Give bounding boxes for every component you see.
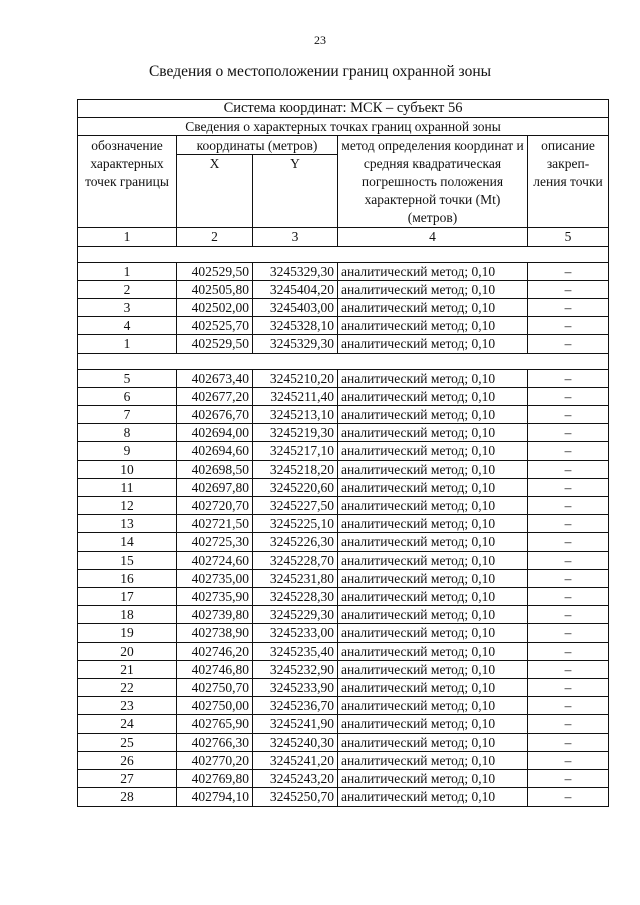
coord-y: 3245225,10 (253, 515, 338, 533)
method: аналитический метод; 0,10 (338, 588, 528, 606)
point-number: 7 (78, 406, 177, 424)
point-number: 20 (78, 642, 177, 660)
table-row (78, 497, 609, 515)
method: аналитический метод; 0,10 (338, 262, 528, 280)
table-row (78, 551, 609, 569)
table-row (78, 533, 609, 551)
header-point-designation: обозначение характерных точек границы (78, 136, 177, 228)
method: аналитический метод; 0,10 (338, 497, 528, 515)
coord-y: 3245328,10 (253, 317, 338, 335)
table-row (78, 624, 609, 642)
coord-x: 402525,70 (177, 317, 253, 335)
fixing-description: – (528, 335, 609, 353)
point-number: 5 (78, 369, 177, 387)
fixing-description: – (528, 751, 609, 769)
coord-y: 3245403,00 (253, 299, 338, 317)
method: аналитический метод; 0,10 (338, 317, 528, 335)
fixing-description: – (528, 606, 609, 624)
coord-x: 402750,70 (177, 679, 253, 697)
table-row (78, 569, 609, 587)
point-number: 27 (78, 770, 177, 788)
coord-x: 402750,00 (177, 697, 253, 715)
point-number: 9 (78, 442, 177, 460)
coord-x: 402739,80 (177, 606, 253, 624)
point-number: 28 (78, 788, 177, 806)
page-title: Сведения о местоположении границ охранной зоны (148, 63, 492, 80)
method: аналитический метод; 0,10 (338, 624, 528, 642)
point-number: 16 (78, 569, 177, 587)
coord-y: 3245226,30 (253, 533, 338, 551)
header-coordinates: координаты (метров) (177, 136, 338, 155)
method: аналитический метод; 0,10 (338, 369, 528, 387)
point-number: 23 (78, 697, 177, 715)
point-number: 26 (78, 751, 177, 769)
fixing-description: – (528, 715, 609, 733)
coordinate-system: Система координат: МСК – субъект 56 (78, 100, 609, 118)
table-row (78, 697, 609, 715)
fixing-description: – (528, 317, 609, 335)
fixing-description: – (528, 515, 609, 533)
table-row (78, 642, 609, 660)
table-row (78, 606, 609, 624)
point-number: 1 (78, 335, 177, 353)
coord-y: 3245218,20 (253, 460, 338, 478)
fixing-description: – (528, 660, 609, 678)
method: аналитический метод; 0,10 (338, 733, 528, 751)
coord-x: 402697,80 (177, 478, 253, 496)
coord-x: 402770,20 (177, 751, 253, 769)
point-number: 10 (78, 460, 177, 478)
method: аналитический метод; 0,10 (338, 551, 528, 569)
coord-x: 402720,70 (177, 497, 253, 515)
point-number: 14 (78, 533, 177, 551)
column-number: 5 (528, 228, 609, 246)
coord-y: 3245233,90 (253, 679, 338, 697)
method: аналитический метод; 0,10 (338, 424, 528, 442)
column-numbers-row (78, 228, 609, 246)
coord-x: 402694,60 (177, 442, 253, 460)
coord-y: 3245404,20 (253, 280, 338, 298)
table-row (78, 660, 609, 678)
point-number: 8 (78, 424, 177, 442)
group-separator-row (78, 246, 609, 262)
coord-y: 3245219,30 (253, 424, 338, 442)
point-number: 18 (78, 606, 177, 624)
point-number: 22 (78, 679, 177, 697)
fixing-description: – (528, 442, 609, 460)
point-number: 25 (78, 733, 177, 751)
column-number: 3 (253, 228, 338, 246)
coord-x: 402673,40 (177, 369, 253, 387)
method: аналитический метод; 0,10 (338, 606, 528, 624)
fixing-description: – (528, 406, 609, 424)
method: аналитический метод; 0,10 (338, 280, 528, 298)
point-number: 17 (78, 588, 177, 606)
fixing-description: – (528, 262, 609, 280)
coord-x: 402698,50 (177, 460, 253, 478)
coord-y: 3245235,40 (253, 642, 338, 660)
method: аналитический метод; 0,10 (338, 715, 528, 733)
coord-y: 3245229,30 (253, 606, 338, 624)
coord-x: 402738,90 (177, 624, 253, 642)
table-row (78, 788, 609, 806)
coord-y: 3245217,10 (253, 442, 338, 460)
fixing-description: – (528, 770, 609, 788)
coord-y: 3245240,30 (253, 733, 338, 751)
coord-y: 3245213,10 (253, 406, 338, 424)
coord-x: 402769,80 (177, 770, 253, 788)
fixing-description: – (528, 280, 609, 298)
coord-x: 402794,10 (177, 788, 253, 806)
coord-y: 3245228,30 (253, 588, 338, 606)
coord-x: 402529,50 (177, 262, 253, 280)
coord-x: 402724,60 (177, 551, 253, 569)
coord-x: 402676,70 (177, 406, 253, 424)
header-method: метод определения координат и средняя квадратическая погрешность положения характерной точки (Mt) (метров) (338, 136, 528, 228)
fixing-description: – (528, 533, 609, 551)
fixing-description: – (528, 424, 609, 442)
table-row (78, 751, 609, 769)
table-row (78, 715, 609, 733)
table-row (78, 733, 609, 751)
table-row (78, 478, 609, 496)
coord-x: 402529,50 (177, 335, 253, 353)
table-row (78, 460, 609, 478)
method: аналитический метод; 0,10 (338, 660, 528, 678)
fixing-description: – (528, 478, 609, 496)
method: аналитический метод; 0,10 (338, 770, 528, 788)
point-number: 21 (78, 660, 177, 678)
table-row (78, 335, 609, 353)
coord-x: 402677,20 (177, 387, 253, 405)
fixing-description: – (528, 460, 609, 478)
fixing-description: – (528, 788, 609, 806)
column-number: 4 (338, 228, 528, 246)
coord-y: 3245220,60 (253, 478, 338, 496)
coord-x: 402694,00 (177, 424, 253, 442)
point-number: 1 (78, 262, 177, 280)
coord-y: 3245241,90 (253, 715, 338, 733)
coord-x: 402735,00 (177, 569, 253, 587)
coord-y: 3245231,80 (253, 569, 338, 587)
point-number: 3 (78, 299, 177, 317)
fixing-description: – (528, 588, 609, 606)
table-row (78, 588, 609, 606)
table-row (78, 369, 609, 387)
coord-x: 402502,00 (177, 299, 253, 317)
fixing-description: – (528, 642, 609, 660)
method: аналитический метод; 0,10 (338, 569, 528, 587)
method: аналитический метод; 0,10 (338, 788, 528, 806)
coord-y: 3245227,50 (253, 497, 338, 515)
coord-y: 3245329,30 (253, 335, 338, 353)
fixing-description: – (528, 733, 609, 751)
fixing-description: – (528, 497, 609, 515)
point-number: 24 (78, 715, 177, 733)
fixing-description: – (528, 299, 609, 317)
point-number: 13 (78, 515, 177, 533)
page-number: 23 (314, 33, 326, 47)
table-row (78, 387, 609, 405)
point-number: 4 (78, 317, 177, 335)
method: аналитический метод; 0,10 (338, 387, 528, 405)
point-number: 15 (78, 551, 177, 569)
point-number: 19 (78, 624, 177, 642)
header-description: описание закреп-ления точки (528, 136, 609, 228)
group-separator-row (78, 353, 609, 369)
coord-y: 3245233,00 (253, 624, 338, 642)
method: аналитический метод; 0,10 (338, 679, 528, 697)
fixing-description: – (528, 369, 609, 387)
fixing-description: – (528, 624, 609, 642)
coord-x: 402725,30 (177, 533, 253, 551)
header-y: Y (253, 155, 338, 228)
header-x: X (177, 155, 253, 228)
coord-y: 3245228,70 (253, 551, 338, 569)
coord-y: 3245329,30 (253, 262, 338, 280)
method: аналитический метод; 0,10 (338, 442, 528, 460)
table-row (78, 442, 609, 460)
table-row (78, 424, 609, 442)
method: аналитический метод; 0,10 (338, 460, 528, 478)
method: аналитический метод; 0,10 (338, 478, 528, 496)
point-number: 12 (78, 497, 177, 515)
coord-x: 402735,90 (177, 588, 253, 606)
fixing-description: – (528, 551, 609, 569)
coord-x: 402765,90 (177, 715, 253, 733)
table-row (78, 262, 609, 280)
table-row (78, 679, 609, 697)
coordinates-table (77, 99, 609, 807)
method: аналитический метод; 0,10 (338, 751, 528, 769)
method: аналитический метод; 0,10 (338, 335, 528, 353)
method: аналитический метод; 0,10 (338, 515, 528, 533)
coord-x: 402746,80 (177, 660, 253, 678)
point-number: 2 (78, 280, 177, 298)
coord-x: 402746,20 (177, 642, 253, 660)
column-number: 1 (78, 228, 177, 246)
coord-x: 402721,50 (177, 515, 253, 533)
coord-y: 3245211,40 (253, 387, 338, 405)
fixing-description: – (528, 679, 609, 697)
method: аналитический метод; 0,10 (338, 697, 528, 715)
table-row (78, 317, 609, 335)
coord-y: 3245210,20 (253, 369, 338, 387)
coord-y: 3245236,70 (253, 697, 338, 715)
table-row (78, 770, 609, 788)
coord-y: 3245241,20 (253, 751, 338, 769)
coord-y: 3245232,90 (253, 660, 338, 678)
table-subtitle: Сведения о характерных точках границ охранной зоны (78, 118, 609, 136)
coord-y: 3245243,20 (253, 770, 338, 788)
coord-x: 402766,30 (177, 733, 253, 751)
column-number: 2 (177, 228, 253, 246)
fixing-description: – (528, 387, 609, 405)
fixing-description: – (528, 569, 609, 587)
method: аналитический метод; 0,10 (338, 642, 528, 660)
coord-x: 402505,80 (177, 280, 253, 298)
method: аналитический метод; 0,10 (338, 406, 528, 424)
table-row (78, 299, 609, 317)
method: аналитический метод; 0,10 (338, 533, 528, 551)
point-number: 11 (78, 478, 177, 496)
fixing-description: – (528, 697, 609, 715)
method: аналитический метод; 0,10 (338, 299, 528, 317)
point-number: 6 (78, 387, 177, 405)
coord-y: 3245250,70 (253, 788, 338, 806)
table-row (78, 515, 609, 533)
table-row (78, 280, 609, 298)
table-row (78, 406, 609, 424)
